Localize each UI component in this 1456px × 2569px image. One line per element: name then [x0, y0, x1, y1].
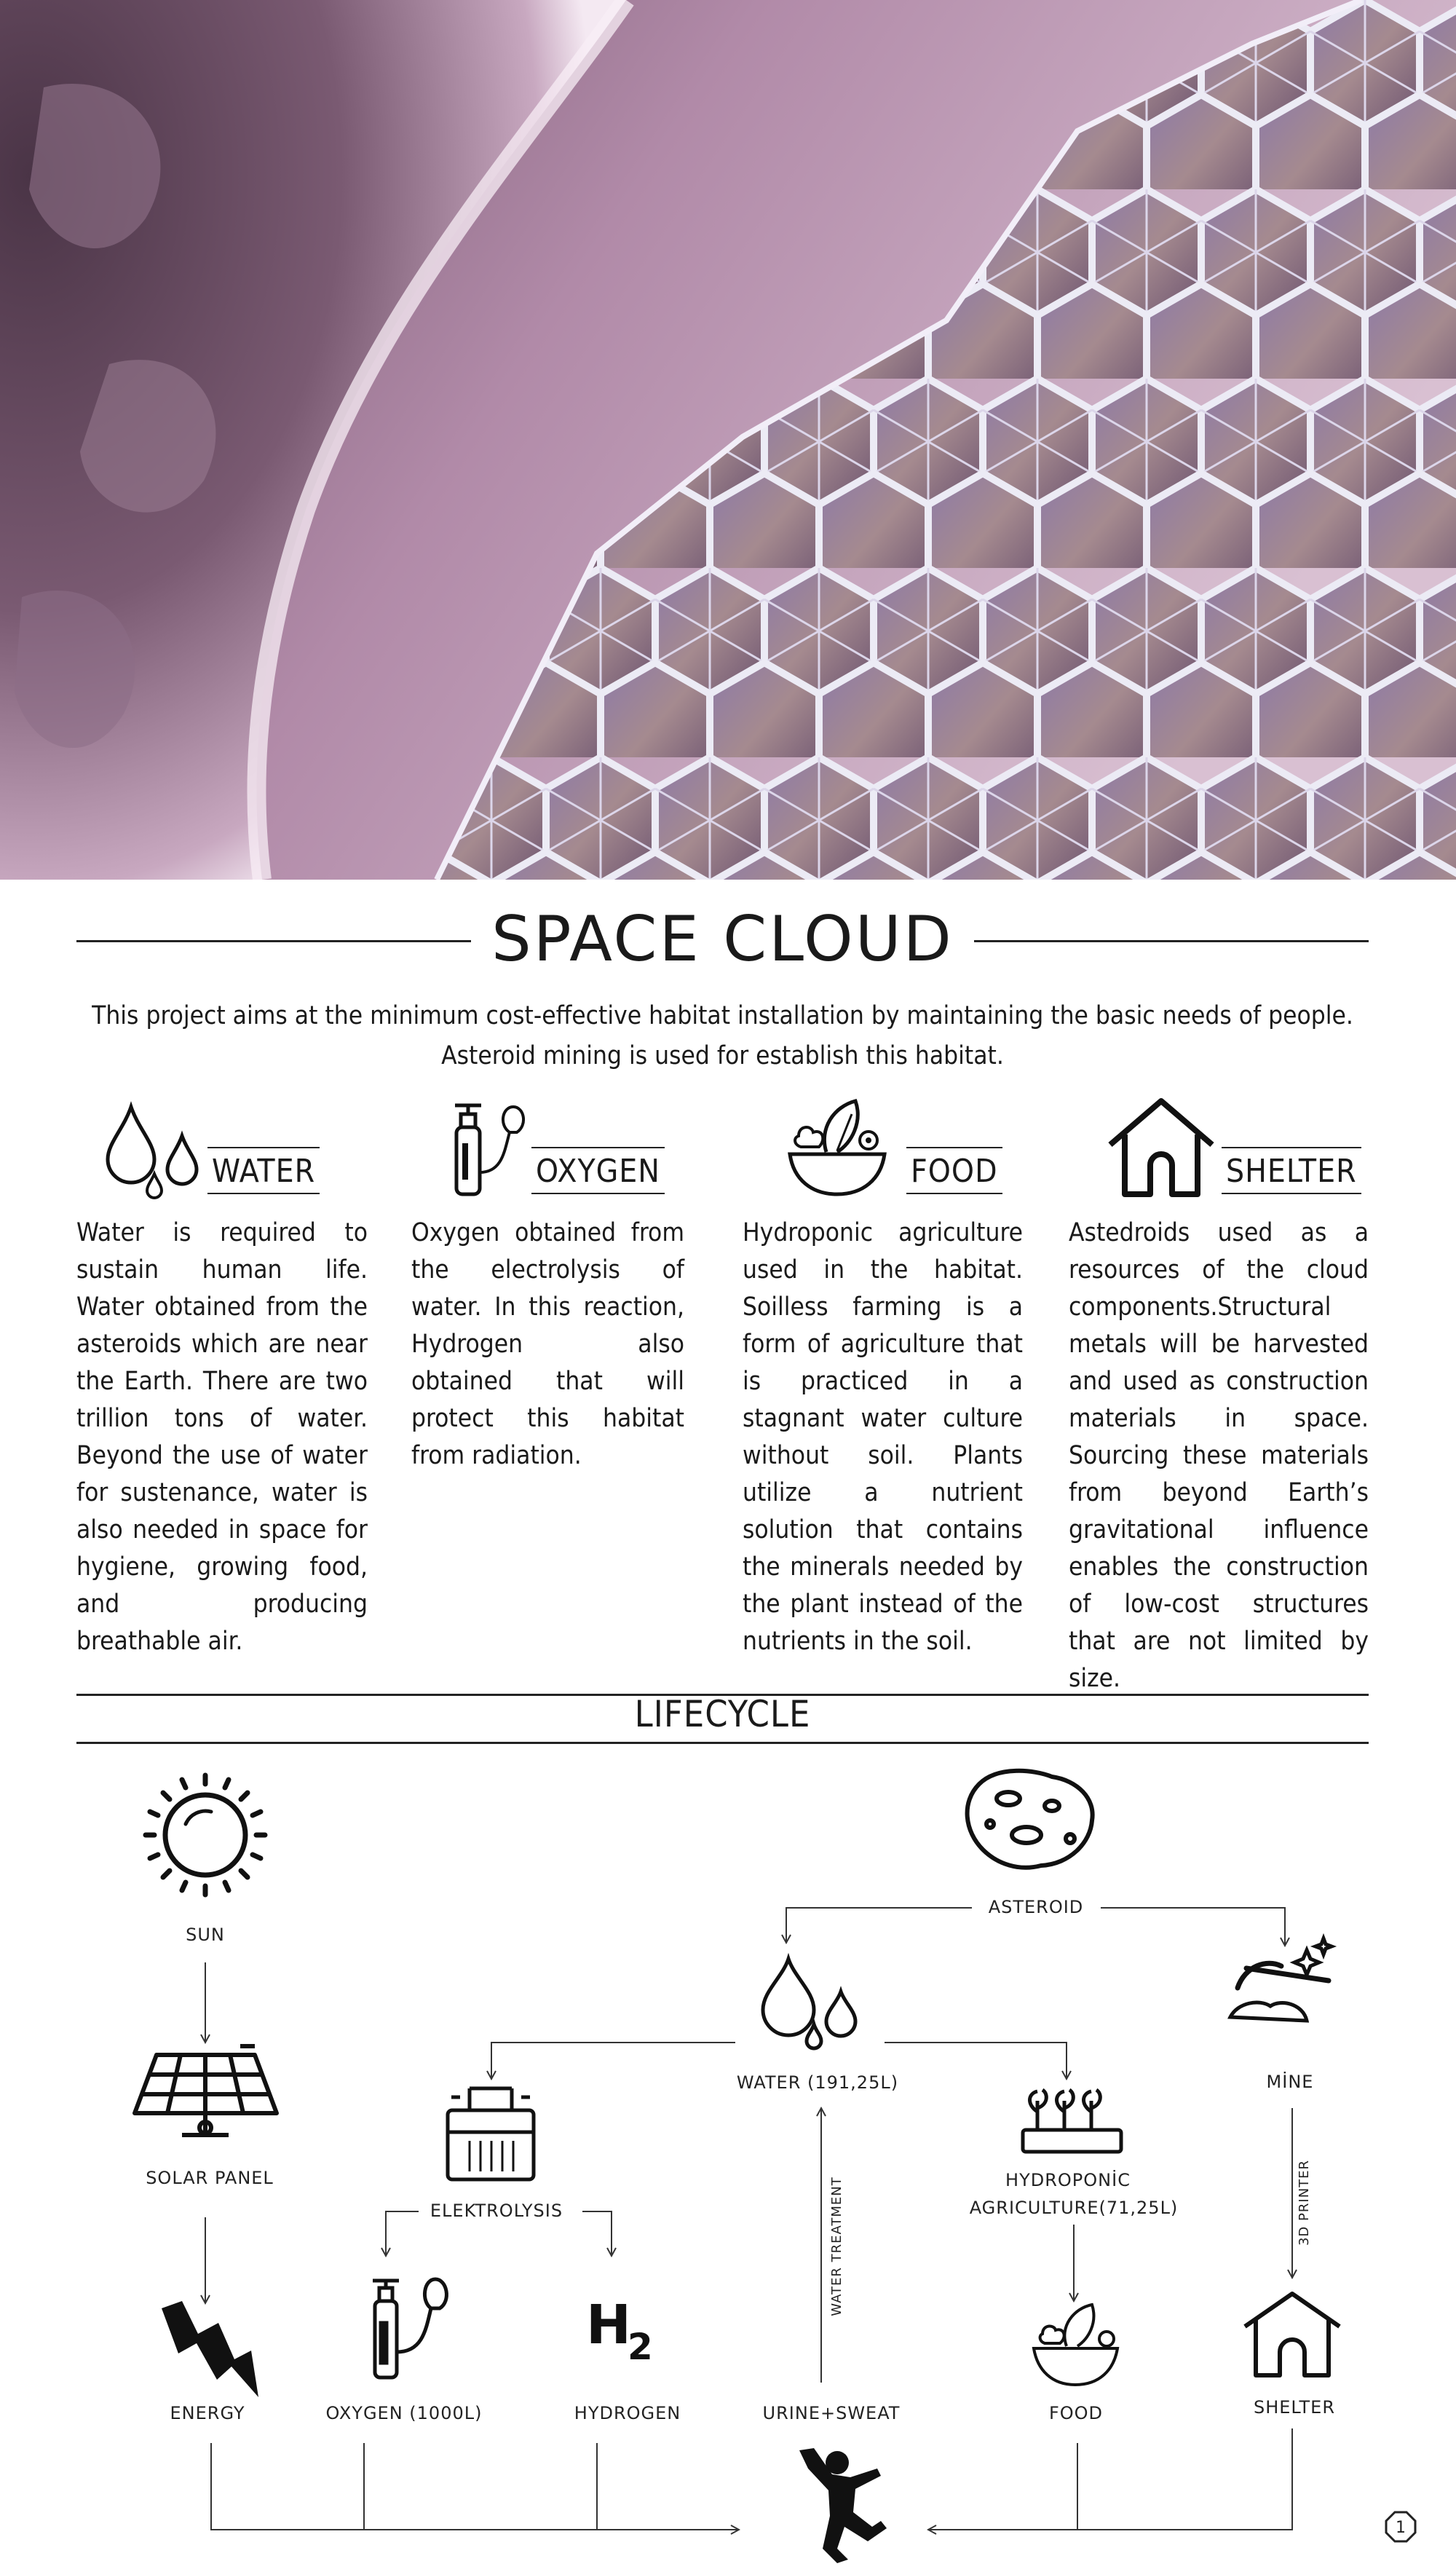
lifecycle-title: LIFECYCLE	[634, 1693, 811, 1735]
node-label-solar-panel: SOLAR PANEL	[146, 2168, 274, 2188]
node-label-hydroponic: HYDROPONİC	[1005, 2170, 1131, 2190]
oxygen-tank-icon	[373, 2279, 446, 2377]
page-number-text: 1	[1396, 2519, 1406, 2537]
node-label-food: FOOD	[1048, 2403, 1104, 2423]
hydrogen-symbol	[586, 2294, 653, 2368]
category-shelter	[1107, 1092, 1357, 1201]
node-label-sun: SUN	[186, 1925, 225, 1945]
asteroid-icon	[968, 1771, 1093, 1868]
water-description: Water is required to sustain human life. Water obtained from the asteroids which are near the Earth. There are two trillion tons of water. Beyond the use of water for sustenance, water is also needed in space for hygiene, growing food, and producing breathable air.	[76, 1218, 368, 1656]
astronaut-figure-icon	[799, 2448, 887, 2563]
category-oxygen	[440, 1092, 659, 1201]
lifecycle-diagram	[0, 1748, 1456, 2569]
node-label-energy: ENERGY	[170, 2403, 245, 2423]
lifecycle-rule-bottom	[76, 1742, 1369, 1744]
node-label-water: WATER (191,25L)	[736, 2072, 899, 2093]
node-label-hydrogen: HYDROGEN	[574, 2403, 681, 2423]
house-icon	[1107, 1092, 1216, 1201]
hydrogen-symbol-subscript: 2	[628, 2326, 653, 2368]
node-label-shelter: SHELTER	[1253, 2397, 1336, 2418]
pickaxe-icon	[1230, 1938, 1332, 2021]
page-title: SPACE CLOUD	[471, 903, 974, 976]
food-bowl-icon	[783, 1092, 892, 1201]
shelter-description: Astedroids used as a resources of the cloud components.Structural metals will be harvested and used as construction materials in space. Sourcing these materials from beyond Earth’s gravitational influence enables the construction of low-cost structures that are not limited by size.	[1069, 1218, 1369, 1693]
electrolysis-icon	[448, 2088, 534, 2179]
node-label-asteroid: ASTEROID	[988, 1897, 1084, 1917]
page-number	[1385, 2511, 1417, 2543]
solar-panel-icon	[135, 2046, 277, 2135]
house-icon	[1245, 2294, 1340, 2375]
node-label-elektrolysis: ELEKTROLYSIS	[430, 2201, 563, 2221]
node-label-mine: MİNE	[1266, 2072, 1314, 2092]
title-row	[76, 903, 1369, 976]
category-water	[102, 1092, 320, 1201]
node-label-urine-sweat: URINE+SWEAT	[762, 2403, 901, 2423]
category-label-oxygen: OXYGEN	[531, 1147, 665, 1194]
intro-text	[76, 996, 1369, 1076]
hydrogen-symbol-h: H	[586, 2294, 631, 2356]
hydroponic-icon	[1023, 2090, 1121, 2152]
hero-image	[0, 0, 1456, 880]
water-drops-icon	[102, 1092, 211, 1201]
category-food	[783, 1092, 1001, 1201]
oxygen-description: Oxygen obtained from the electrolysis of water. In this reaction, Hydrogen also obtained that will protect this habitat from radiation.	[411, 1218, 684, 1470]
oxygen-tank-icon	[440, 1092, 535, 1201]
node-label-agriculture: AGRICULTURE(71,25L)	[969, 2198, 1179, 2218]
sun-icon	[146, 1775, 265, 1895]
lightning-icon	[162, 2301, 258, 2397]
edge-label-3d-printer: 3D PRINTER	[1297, 2159, 1312, 2246]
node-label-oxygen: OXYGEN (1000L)	[325, 2403, 483, 2423]
category-label-water: WATER	[207, 1147, 320, 1194]
category-label-food: FOOD	[906, 1147, 1002, 1194]
food-description: Hydroponic agriculture used in the habitat. Soilless farming is a form of agriculture that is practiced in a stagnant water culture without soil. Plants utilize a nutrient solution that contains the minerals needed by the plant instead of the nutrients in the soil.	[743, 1218, 1023, 1656]
intro-line-1: This project aims at the minimum cost-effective habitat installation by maintaining the basic needs of people.	[92, 1001, 1353, 1030]
category-label-shelter: SHELTER	[1222, 1147, 1361, 1194]
water-drops-icon	[763, 1959, 855, 2048]
food-bowl-icon	[1034, 2305, 1117, 2385]
edge-label-water-treatment: WATER TREATMENT	[829, 2177, 844, 2316]
intro-line-2: Asteroid mining is used for establish this habitat.	[441, 1041, 1004, 1070]
